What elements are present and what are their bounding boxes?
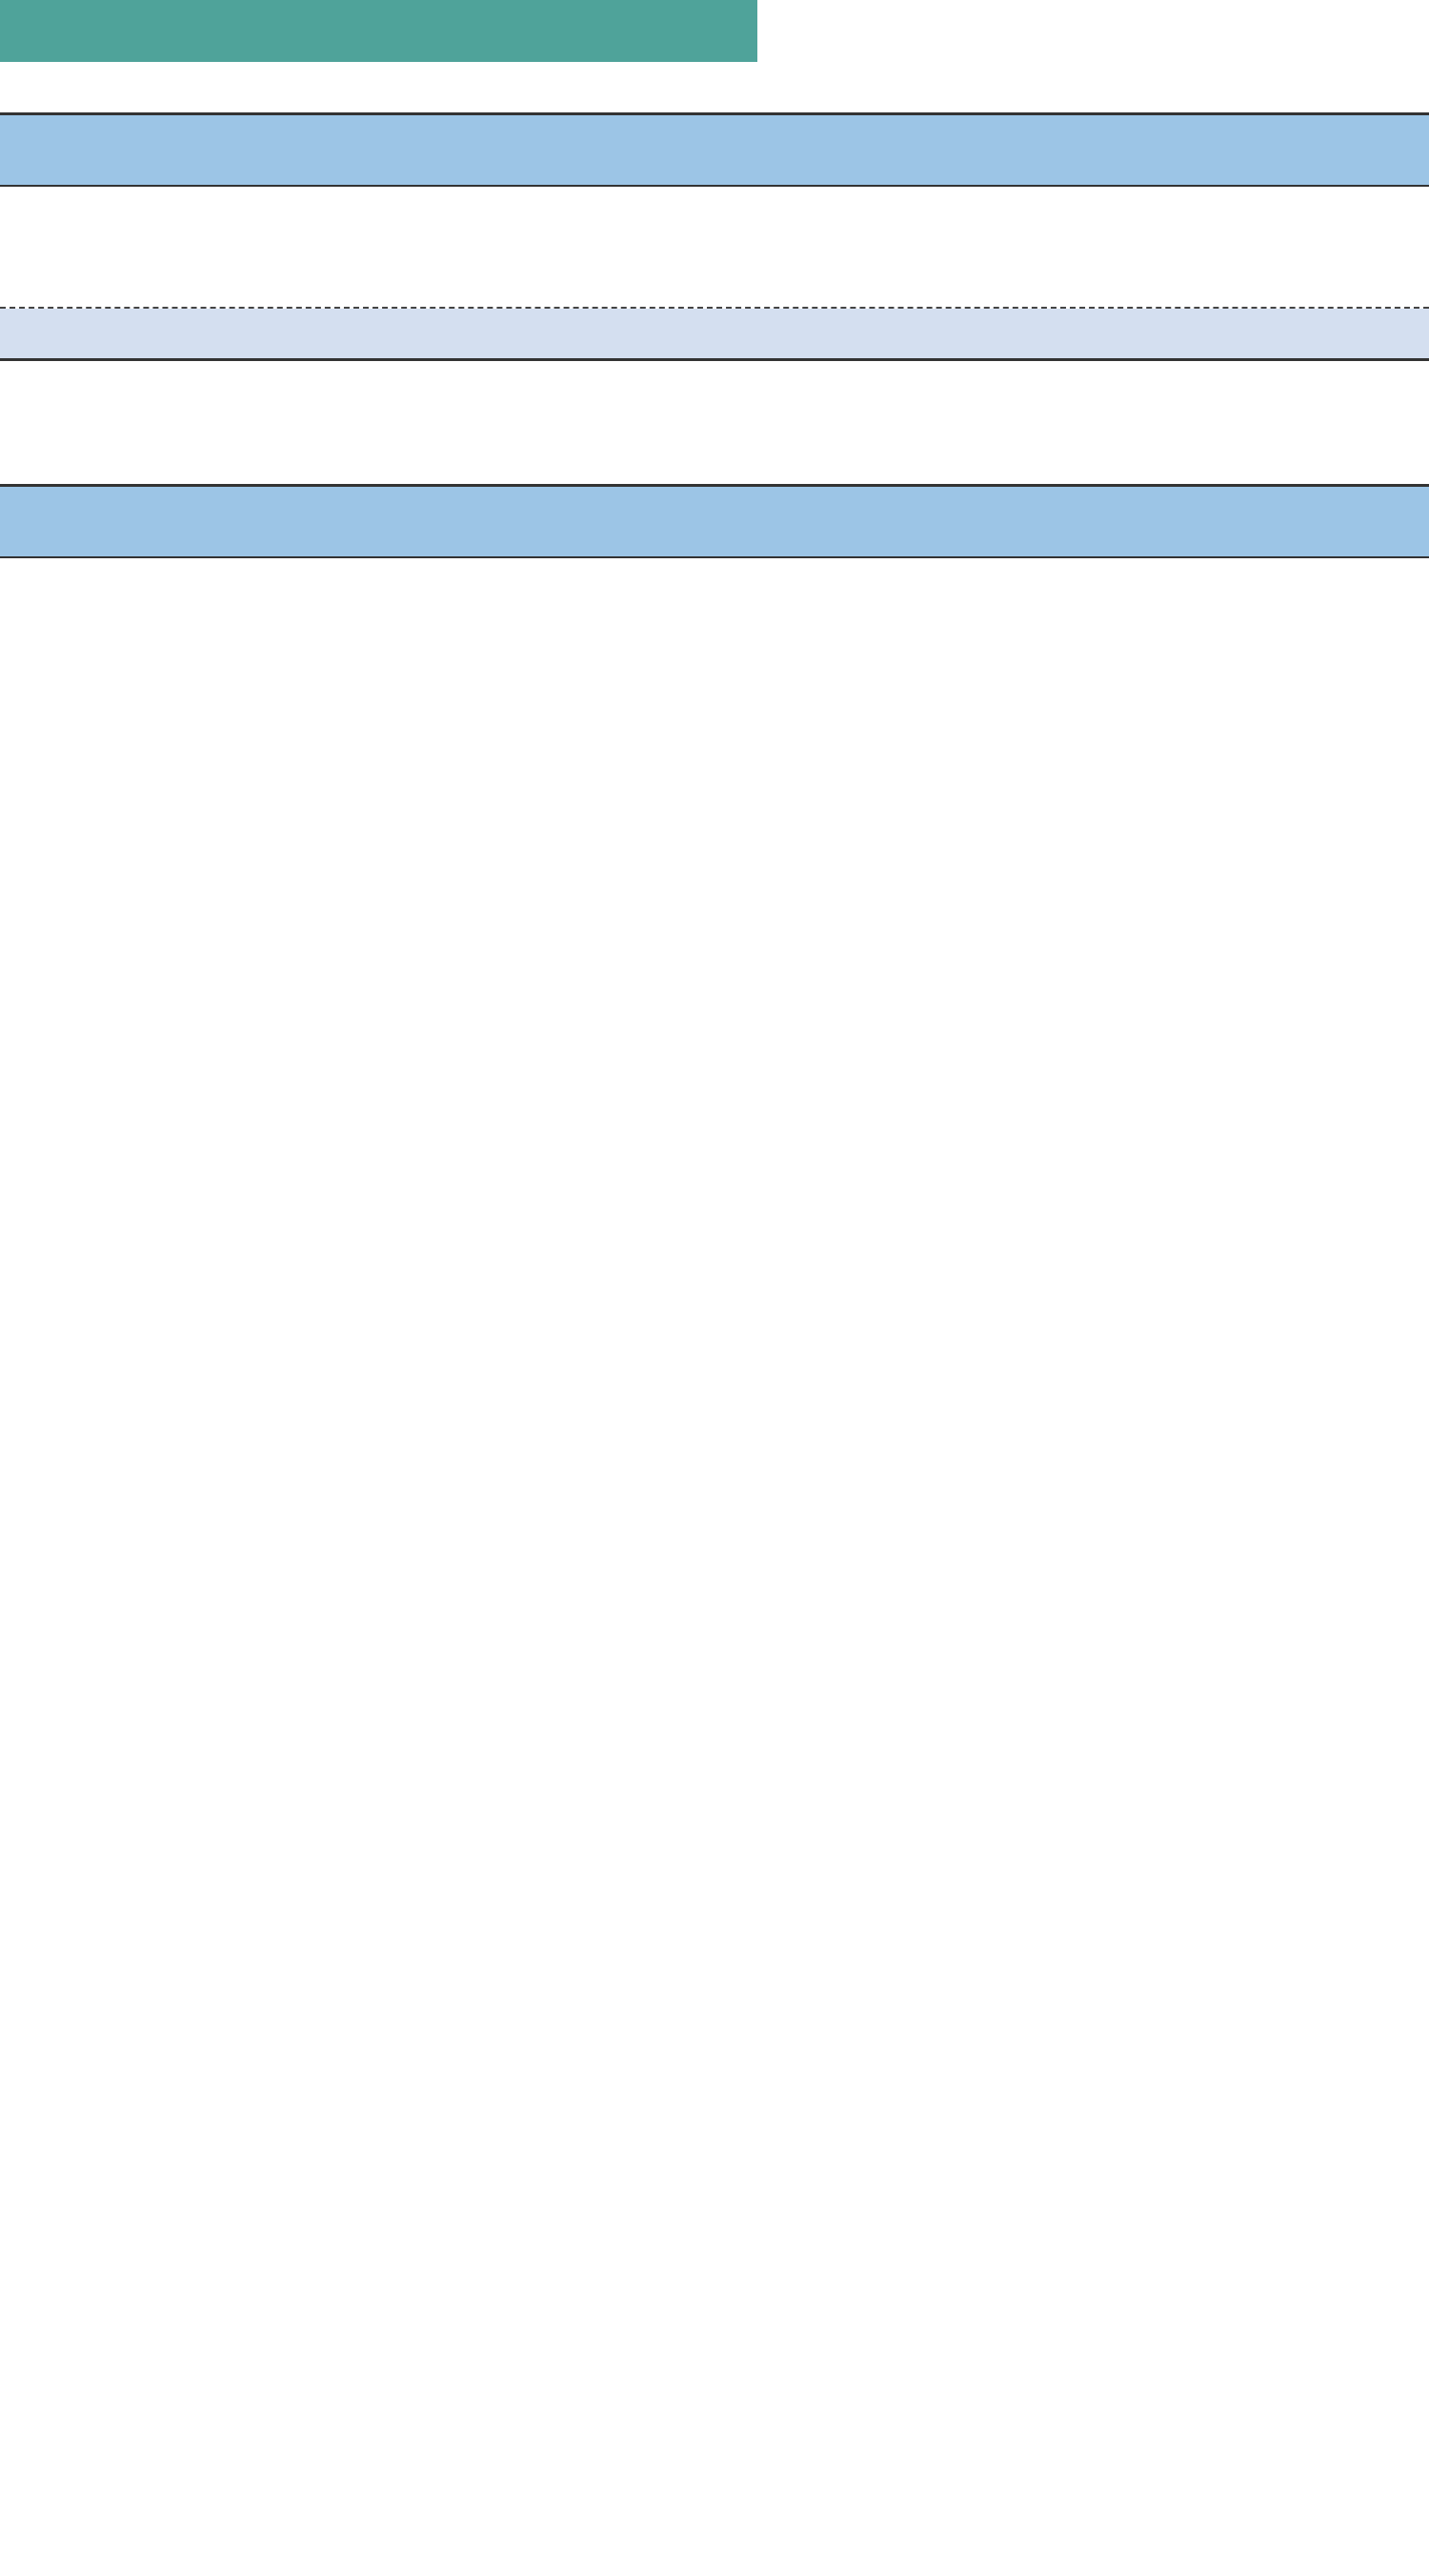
as-of-date (1053, 88, 1062, 111)
section-title-applicants (0, 446, 21, 484)
total-band (0, 309, 1429, 358)
applicants-table-header (0, 484, 1429, 558)
students-table-header (0, 112, 1429, 187)
section-title-students (0, 74, 21, 112)
divider (0, 358, 1429, 361)
page-header (0, 0, 757, 62)
